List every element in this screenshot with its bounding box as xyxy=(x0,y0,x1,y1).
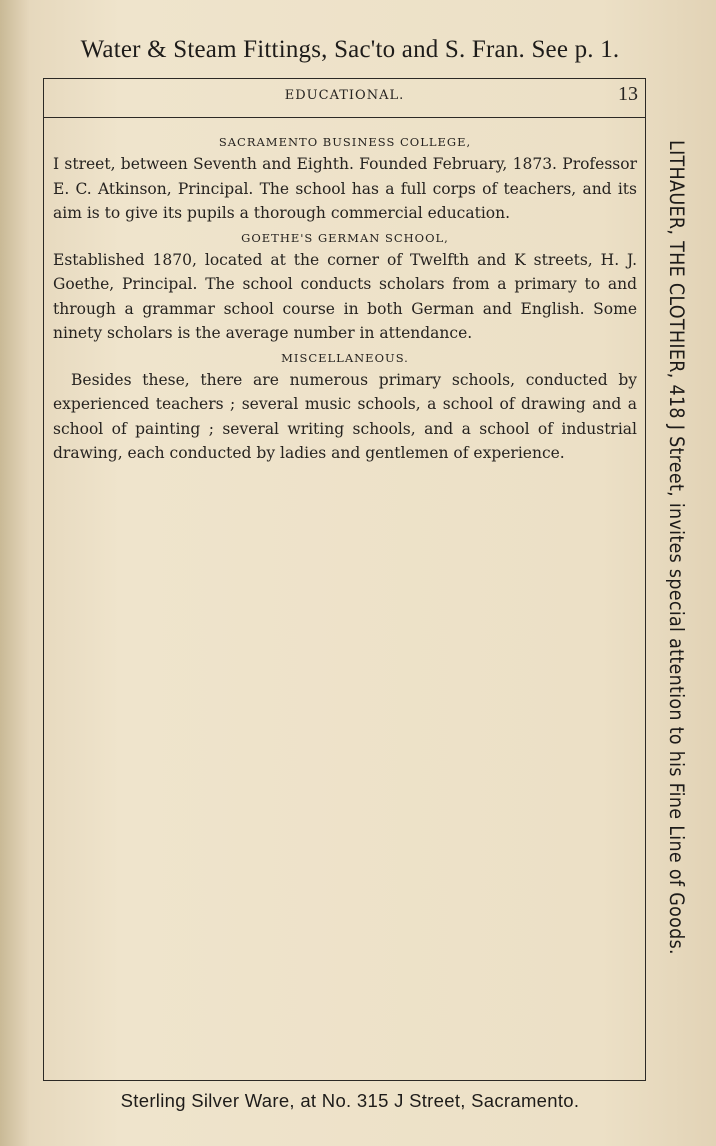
page-number: 13 xyxy=(618,83,638,105)
article-body xyxy=(53,132,637,468)
section-paragraph: Established 1870, located at the corner of Twelfth and K streets, H. J. Goethe, Principal. The school conducts scholars from a primary to and through a grammar school course in both German and English. Some ninety scholars is the average number in attendance. xyxy=(53,250,637,342)
section-paragraph: I street, between Seventh and Eighth. Founded February, 1873. Professor E. C. Atkinson, Principal. The school has a full corps of teachers, and its aim is to give its pupils a thorough commercial education. xyxy=(53,155,637,222)
section-heading: GOETHE'S GERMAN SCHOOL, xyxy=(241,230,449,245)
bottom-advertisement-banner: Sterling Silver Ware, at No. 315 J Street, Sacramento. xyxy=(120,1090,580,1111)
section-heading: SACRAMENTO BUSINESS COLLEGE, xyxy=(218,135,472,149)
running-head xyxy=(43,78,646,118)
side-advertisement-text: LITHAUER, THE CLOTHIER, 418 J Street, invites special attention to his Fine Line of Goods. xyxy=(665,140,688,955)
side-advertisement xyxy=(650,140,698,1010)
top-advertisement-banner: Water & Steam Fittings, Sac'to and S. Fran. See p. 1. xyxy=(80,36,620,63)
section-paragraph: Besides these, there are numerous primary schools, conducted by experienced teachers ; several music schools, a school of drawing and a school of painting ; several writing schools, and a school of industrial drawing, each conducted by ladies and gentlemen of experience. xyxy=(53,370,637,462)
section-goethes-german-school xyxy=(53,228,637,346)
section-title: EDUCATIONAL. xyxy=(284,88,405,103)
section-heading: MISCELLANEOUS. xyxy=(281,350,409,365)
section-sacramento-business-college xyxy=(53,132,637,226)
section-miscellaneous xyxy=(53,348,637,466)
